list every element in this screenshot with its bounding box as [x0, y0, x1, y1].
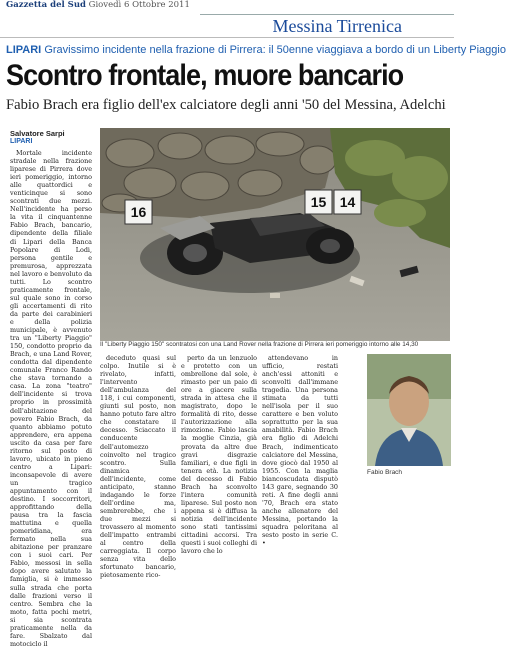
body-text: perto da un lenzuolo e protetto con un ombrellone dal sole, è rimasto per un paio di ore a giacere sulla strada in attesa che il magistrato, dopo le formalità di rito, desse l'autorizzazione alla rimozione. Fabio lascia la moglie Cinzia, già provata da altre due gravi disgrazie familiari, e due figli in tenera età. La notizia del decesso di Fabio Brach ha sconvolto l'intera comunità liparese. Sul posto non appena si è diffusa la notizia dell'incidente sono stati tantissimi cittadini accorsi. Tra questi i suoi colleghi di lavoro che lo: [181, 354, 257, 556]
evidence-marker-label: 16: [130, 204, 147, 220]
subheadline: Fabio Brach era figlio dell'ex calciatore degli anni '50 del Messina, Adelchi: [6, 97, 446, 113]
kicker-place: LIPARI: [6, 44, 42, 56]
headline: Scontro frontale, muore bancario: [6, 59, 404, 92]
body-column-2: [100, 354, 176, 580]
dateline: LIPARI: [10, 138, 33, 145]
byline: Salvatore Sarpi: [10, 129, 65, 138]
body-text: deceduto quasi sul colpo. Inutile si è rivelato, infatti, l'intervento dell'ambulanza del 118, i cui componenti, giunti sul posto, non hanno potuto fare altro che constatare il decesso. Sciaccato il conducente dell'automezzo coinvolto nel tragico scontro. Sulla dinamica dell'incidente, come anticipato, stanno indagando le forze dell'ordine ma, sembrerebbe, che i due mezzi si trovassero al momento dell'impatto entrambi al centro della carreggiata. Il corpo senza vita dello sfortunato bancario, pietosamente rico-: [100, 354, 176, 580]
accident-scene-illustration: [100, 128, 450, 341]
kicker: [6, 44, 506, 56]
evidence-marker-label: 15: [310, 194, 327, 210]
issue-date: Giovedì 6 Ottobre 2011: [88, 0, 190, 10]
section-title: Messina Tirrenica: [272, 16, 402, 36]
body-text: Mortale incidente stradale nella frazione liparese di Pirrera dove ieri pomeriggio, intorno alle quattordici e venticinque si sono scontrati due mezzi. Nell'incidente ha perso la vita il cinquantenne Fabio Brach, bancario, dipendente della filiale di Lipari della Banca Popolare di Lodi, persona gentile e premurosa, apprezzata nel lavoro e benvoluto da tutti. Lo scontro praticamente frontale, sul quale sono in corso gli accertamenti di rito da parte dei carabinieri e della polizia municipale, è avvenuto tra un "Liberty Piaggio" 150, condotto proprio da Brach, e una Land Rover, condotta dal dipendente comunale Franco Rando che stava tornando a casa. La zona "teatro" dell'incidente si trova proprio in prossimità dell'abitazione del povero Fabio Brach, da quanto abbiamo potuto apprendere, era appena uscito da casa per fare ritorno sul posto di lavoro, ubicato in pieno centro a Lipari: inconsapevole di avere un tragico appuntamento con il destino. I soccorritori, approfittando della pausa tra la fascia mattutina e quella pomeridiana, era fermato nella sua abitazione per pranzare con i suoi cari. Per Fabio, messosi in sella dopo avere salutato la famiglia, si è immesso sulla strada che porta dalle frazioni verso il centro. Sembra che la moto, fatta pochi metri, si sia scontrata praticamente nella da fare. Sbalzato dal motociclo il: [10, 149, 92, 648]
header-divider: [0, 37, 454, 38]
photo-caption: Il "Liberty Piaggio 150" scontratosi con una Land Rover nella frazione di Pirrera ieri pomeriggio intorno alle 14,30: [100, 341, 419, 348]
newspaper-name: Gazzetta del Sud: [6, 0, 86, 10]
portrait-illustration: [367, 354, 451, 466]
kicker-text: Gravissimo incidente nella frazione di Pirrera: il 50enne viaggiava a bordo di un Liberty Piaggio: [44, 44, 506, 56]
masthead-strip: [6, 0, 190, 10]
body-column-3: [181, 354, 257, 556]
portrait-photo: [367, 354, 451, 466]
body-column-1: [10, 149, 92, 648]
evidence-marker-label: 14: [339, 194, 356, 210]
section-banner: [200, 14, 454, 38]
portrait-caption: Fabio Brach: [367, 469, 403, 476]
body-column-4: [262, 354, 338, 548]
accident-photo: [100, 128, 450, 341]
body-text: attendevano in ufficio, restati anch'essi attoniti e sconvolti dall'immane tragedia. Una persona stimata da tutti nell'isola per il suo carattere e ben voluto soprattutto per la sua amabilità. Fabio Brach era figlio di Adelchi Brach, indimenticato calciatore del Messina, dove giocò dal 1950 al 1955. Con la maglia biancoscudata disputò 143 gare, segnando 30 reti. A fine degli anni '70, Brach era stato anche allenatore del Messina, portando la squadra peloritana al sesto posto in serie C. •: [262, 354, 338, 548]
